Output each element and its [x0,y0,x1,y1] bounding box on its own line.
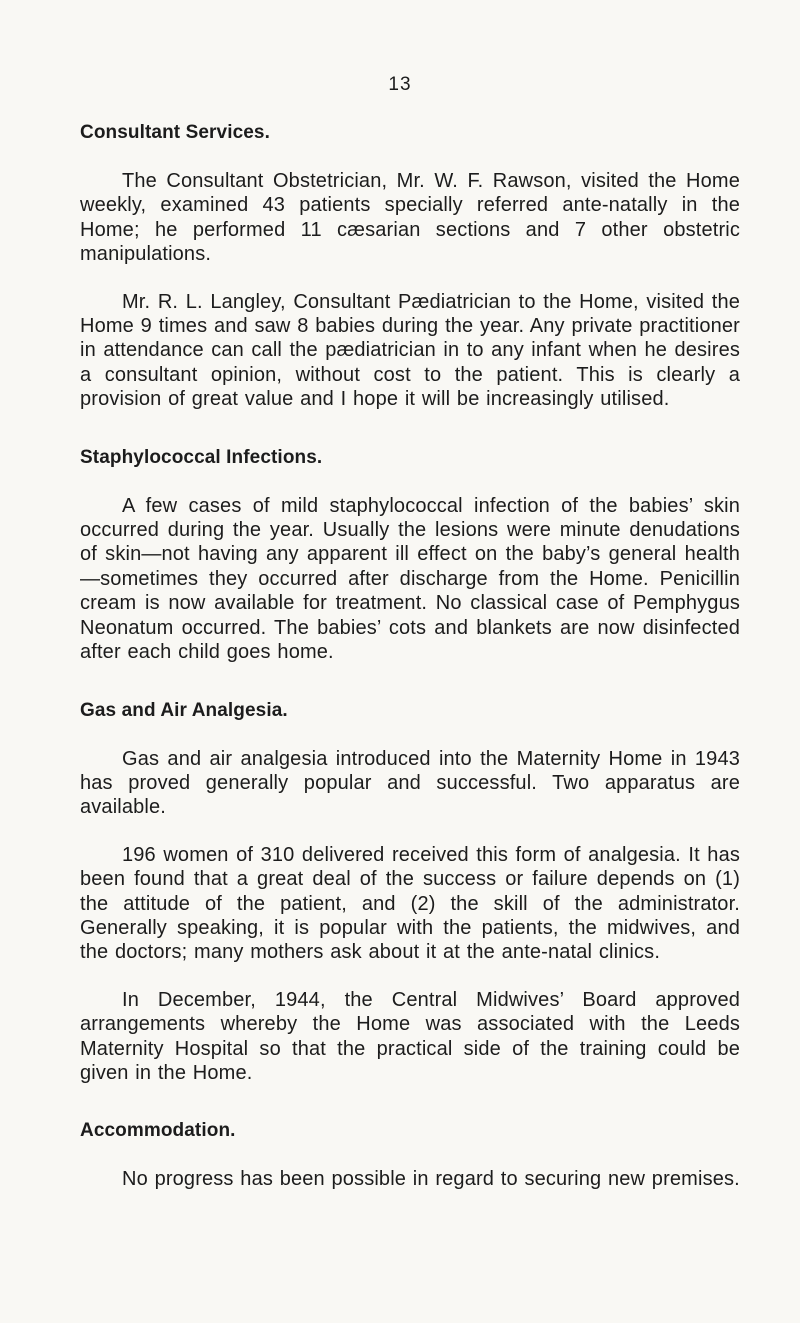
paragraph: 196 women of 310 delivered received this form of analgesia. It has been found that a great deal of the success or failure depends on (1) the attitude of the patient, and (2) the skill of the administrator. Generally speaking, it is popular with the patients, the midwives, and the doctors; many mothers ask about it at the ante-natal clinics. [80,843,740,964]
section-heading: Accommodation. [80,1120,236,1142]
page-number: 13 [388,74,412,95]
section-gas-and-air-analgesia [80,697,740,1086]
paragraph: The Consultant Obstetrician, Mr. W. F. Rawson, visited the Home weekly, examined 43 patients specially referred ante-natally in the Home; he performed 11 cæsarian sections and 7 other obstetric manipulations. [80,170,740,266]
paragraph: Gas and air analgesia introduced into the Maternity Home in 1943 has proved generally popular and successful. Two apparatus are available. [80,747,740,819]
section-heading: Consultant Services. [80,122,270,143]
section-consultant-services [80,119,740,412]
page-content [80,119,740,1192]
paragraph: In December, 1944, the Central Midwives’ Board approved arrangements whereby the Home was associated with the Leeds Maternity Hospital so that the practical side of the training could be given in the Home. [80,988,740,1084]
paragraph: No progress has been possible in regard to securing new premises. [122,1168,740,1191]
section-heading: Gas and Air Analgesia. [80,699,288,721]
section-heading: Staphylococcal Infections. [80,446,323,468]
paragraph: A few cases of mild staphylococcal infection of the babies’ skin occurred during the year. Usually the lesions were minute denudations of skin—not having any apparent ill effect on the baby’s general health—sometimes they occurred after discharge from the Home. Penicillin cream is now available for treatment. No classical case of Pemphygus Neonatum occurred. The babies’ cots and blankets are now disinfected after each child goes home. [80,494,740,664]
section-accommodation [80,1117,740,1191]
paragraph: Mr. R. L. Langley, Consultant Pædiatrician to the Home, visited the Home 9 times and saw 8 babies during the year. Any private practitioner in attendance can call the pædiatrician in to any infant when he desires a consultant opinion, without cost to the patient. This is clearly a provision of great value and I hope it will be increasingly utilised. [80,290,740,411]
section-staphylococcal-infections [80,444,740,665]
